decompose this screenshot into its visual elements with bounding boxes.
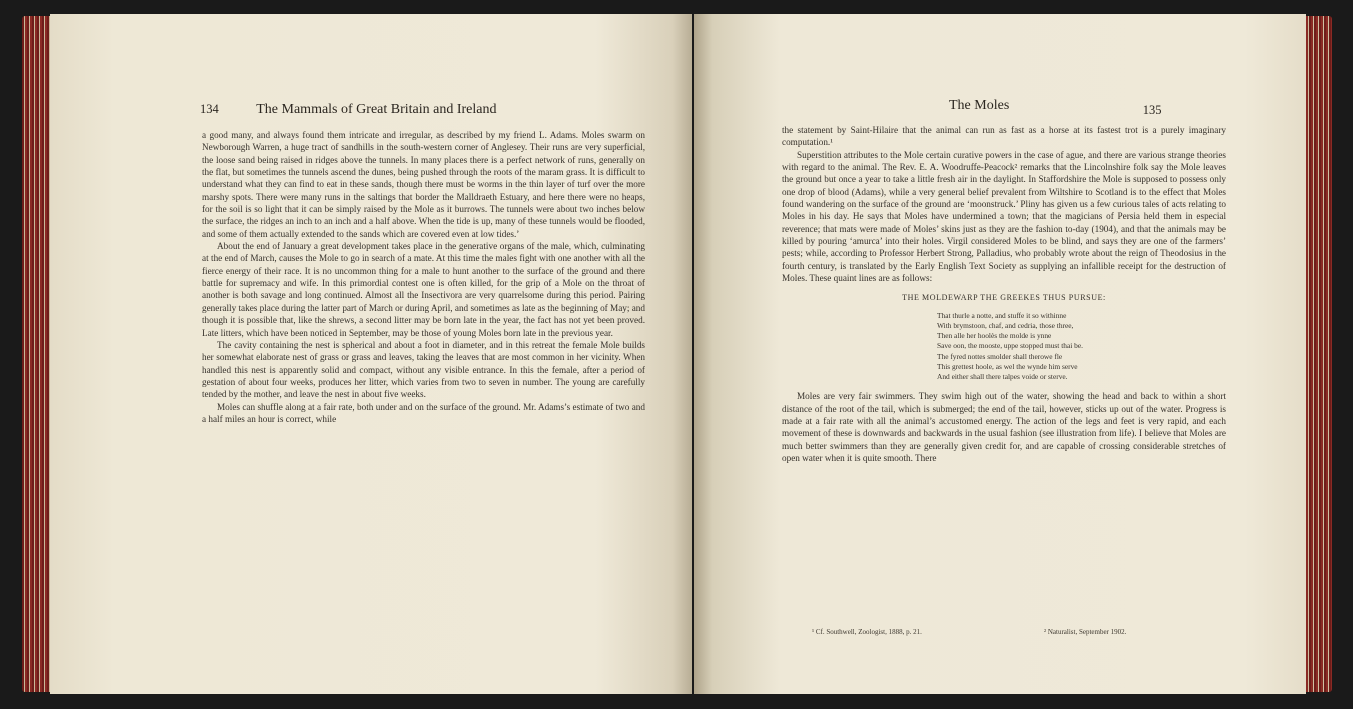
verse-line: Save oon, the mooste, uppe stopped must thai be. — [937, 341, 1083, 351]
footnote-2: ² Naturalist, September 1902. — [1044, 628, 1127, 636]
left-page-stack — [22, 16, 50, 692]
left-page-number: 134 — [200, 102, 219, 116]
verse-block — [937, 311, 1226, 382]
verse-line: And either shall there talpes voide or sterve. — [937, 372, 1068, 382]
footnote-1: ¹ Cf. Southwell, Zoologist, 1888, p. 21. — [812, 628, 922, 636]
left-running-title: The Mammals of Great Britain and Ireland — [256, 102, 497, 117]
right-page-stack — [1306, 16, 1332, 692]
left-paragraph: About the end of January a great development takes place in the generative organs of the male, which, culminating at the end of March, causes the Mole to go in search of a mate. At this time the males fight with one another with all the fierce energy of their race. It is no uncommon thing for a male to hunt another to the surface of the ground and there battle for supremacy and wife. In this primordial contest one is often killed, for the grip of a Mole on the throat of another is both savage and long continued. Almost all the Insectivora are very quarrelsome during this period. Pairing generally takes place during the latter part of March or during April, and sometimes as late as the beginning of May; and though it is possible that, like the shrews, a second litter may be born late in the year, the fact has not yet been proved. Late litters, which have been noticed in September, may be those of young Moles born late in the previous year. — [202, 241, 645, 338]
right-paragraph: Superstition attributes to the Mole certain curative powers in the case of ague, and there are various strange theories with regard to the animal. The Rev. E. A. Woodruffe-Peacock² remarks that the Lincolnshire folk say the Mole leaves the ground but once a year to take a little fresh air in the daylight. In Staffordshire the Mole is supposed to possess only one drop of blood (Adams), while a very general belief prevalent from Wiltshire to Scotland is to the effect that Moles found wandering on the surface of the ground are ‘moonstruck.’ Pliny has given us a few curious tales of acts relating to Moles in his day. He says that Moles have undermined a town; that the magicians of Persia held them in especial reverence; that mats were made of Moles’ skins just as they are the fashion to-day (1904), and that the animals may be killed by pouring ‘amurca’ into their holes. Virgil considered Moles to be blind, and says they are one of the farmers’ pests; while, according to Professor Herbert Strong, Palladius, who probably wrote about the reign of Theodosius in the fourth century, is translated by the Early English Text Society as supplying an infallible receipt for the destruction of Moles. These quaint lines are as follows: — [782, 149, 1226, 284]
right-running-head — [949, 98, 1162, 117]
verse-line: This grettest hoole, as wel the wynde him serve — [937, 361, 1078, 371]
left-running-head — [200, 102, 497, 118]
right-page — [694, 14, 1306, 694]
left-paragraph: Moles can shuffle along at a fair rate, both under and on the surface of the ground. Mr. Adams’s estimate of two and a half miles an hour is correct, while — [202, 401, 645, 424]
right-paragraph: the statement by Saint-Hilaire that the animal can run as fast as a horse at its fastest trot is a purely imaginary computation.¹ — [782, 125, 1226, 148]
left-paragraph: The cavity containing the nest is spherical and about a foot in diameter, and in this retreat the female Mole builds her somewhat elaborate nest of grass or grass and leaves, taking the leaves that are most common in her vicinity. When handled this nest is apparently solid and compact, without any visible entrance. In this the female, after a period of gestation of about four weeks, produces her litter, which varies from two to seven in number. The young are carefully tended by the mother, and leave the nest in about five weeks. — [202, 339, 645, 400]
right-running-title: The Moles — [949, 98, 1010, 113]
right-paragraph: Moles are very fair swimmers. They swim high out of the water, showing the head and back to within a short distance of the root of the tail, which is submerged; the end of the tail, however, sticks up out of the water. Progress is made at a fair rate with all the animal’s accustomed energy. The action of the legs and feet is very rapid, and each movement of these is downwards and backwards in the usual fashion (see illustration from life). I believe that Moles are much better swimmers than they are generally given credit for, and are capable of crossing considerable stretches of open water when it is quite smooth. There — [782, 391, 1226, 463]
right-body-text — [782, 124, 1226, 464]
verse-line: With brymstoon, chaf, and cedria, those three, — [937, 321, 1074, 331]
verse-line: Then alle her hoolès the molde is ynne — [937, 331, 1052, 341]
verse-line: That thurle a notte, and stuffe it so withinne — [937, 310, 1067, 320]
open-book — [22, 8, 1332, 698]
left-body-text — [202, 129, 645, 425]
verse-heading: THE MOLDEWARP THE GREEKES THUS PURSUE: — [902, 293, 1106, 303]
left-paragraph: a good many, and always found them intricate and irregular, as described by my friend L. Adams. Moles swarm on Newborough Warren, a huge tract of sandhills in the south-western corner of Anglesey. Their runs are very superficial, the loose sand being raised in ridges above the tunnels. In many places there is a perfect network of runs, generally on the flat, but sometimes the tunnels ascend the dunes, being pushed through the roots of the maram grass. It is difficult to understand what they can find to eat in these sands, though there must be worms in the thin layer of turf over the more marshy spots. There were many runs in the saltings that border the Malldraeth Estuary, and here there were no heaps, for the soil is so light that it can be simply raised by the Mole as it burrows. The tunnels were about two inches below the surface, the ridges an inch to an inch and a half above. When the tide is up, many of these tunnels would be flooded, and some of them actually extended to the sands which are covered even at low tides.’ — [202, 130, 645, 239]
right-page-number: 135 — [1142, 103, 1162, 117]
verse-line: The fyred nottes smolder shall therowe fle — [937, 351, 1063, 361]
left-page — [50, 14, 692, 694]
